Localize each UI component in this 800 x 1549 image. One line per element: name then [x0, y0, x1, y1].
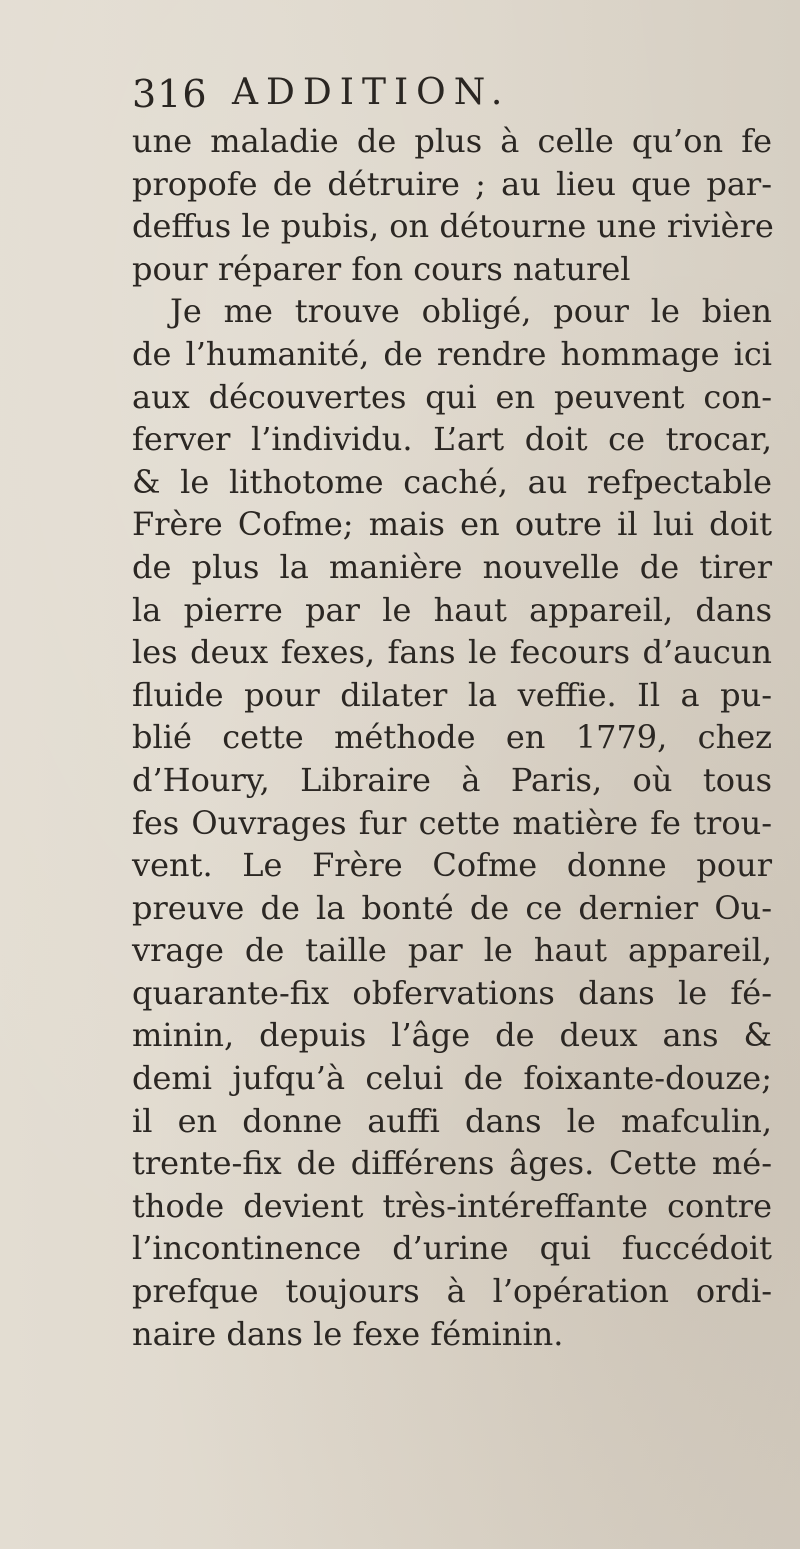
- text-line: prefque toujours à l’opération ordi-: [132, 1272, 772, 1311]
- running-title: ADDITION.: [232, 72, 511, 113]
- text-line: il en donne auffi dans le mafculin,: [132, 1101, 772, 1140]
- text-line: la pierre par le haut appareil, dans: [132, 590, 772, 629]
- text-line: aux découvertes qui en peuvent con-: [132, 377, 772, 416]
- text-line: d’Houry, Libraire à Paris, où tous: [132, 760, 772, 799]
- text-line: deffus le pubis, on détourne une rivière: [132, 207, 774, 246]
- text-line: pour réparer fon cours naturel: [132, 249, 631, 288]
- text-line: vrage de taille par le haut appareil,: [132, 931, 772, 970]
- text-line: fes Ouvrages fur cette matière fe trou-: [132, 803, 772, 842]
- text-line: vent. Le Frère Cofme donne pour: [132, 846, 772, 885]
- text-line: une maladie de plus à celle qu’on fe: [132, 122, 772, 160]
- text-line: preuve de la bonté de ce dernier Ou-: [132, 888, 772, 927]
- text-line: demi jufqu’à celui de foixante-douze;: [132, 1059, 772, 1098]
- page-number: 316: [132, 72, 208, 116]
- text-line: quarante-fix obfervations dans le fé-: [132, 973, 772, 1012]
- text-line: Je me trouve obligé, pour le bien: [170, 292, 772, 331]
- text-line: de l’humanité, de rendre hommage ici: [132, 334, 772, 373]
- text-line: l’incontinence d’urine qui fuccédoit: [132, 1229, 772, 1268]
- text-line: ferver l’individu. L’art doit ce trocar,: [132, 420, 772, 459]
- body-text: [132, 120, 772, 1355]
- text-line: thode devient très-intéreffante contre: [132, 1186, 772, 1225]
- text-line: les deux fexes, fans le fecours d’aucun: [132, 633, 772, 672]
- text-line: & le lithotome caché, au refpectable: [132, 462, 772, 501]
- text-line: propofe de détruire ; au lieu que par-: [132, 164, 772, 203]
- text-line: naire dans le fexe féminin.: [132, 1314, 564, 1353]
- text-line: de plus la manière nouvelle de tirer: [132, 547, 772, 586]
- text-line: Frère Cofme; mais en outre il lui doit: [132, 505, 772, 544]
- text-line: blié cette méthode en 1779, chez: [132, 718, 772, 757]
- text-line: minin, depuis l’âge de deux ans &: [132, 1016, 772, 1055]
- text-line: trente-fix de différens âges. Cette mé-: [132, 1144, 772, 1183]
- text-line: fluide pour dilater la veffie. Il a pu-: [132, 675, 772, 714]
